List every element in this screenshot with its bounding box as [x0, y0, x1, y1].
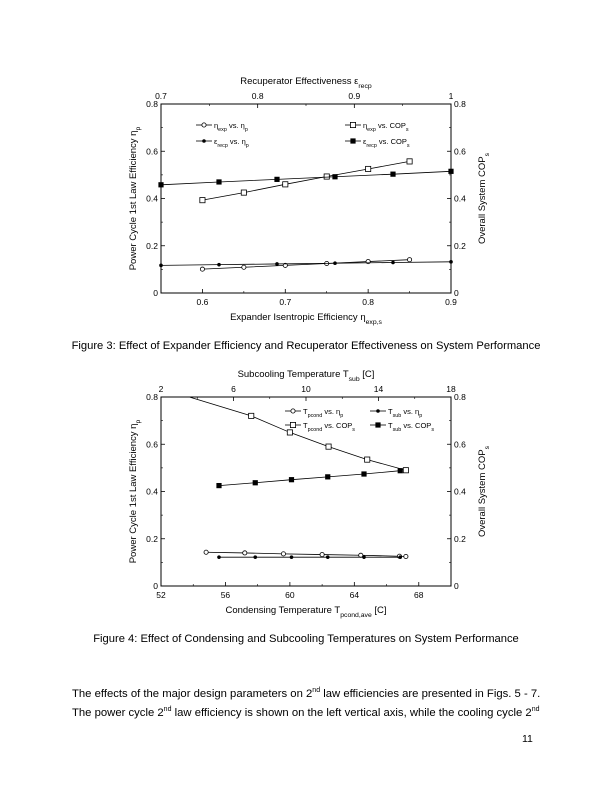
- y2-tick-label: 0.8: [454, 392, 466, 402]
- y-tick-label: 0.8: [146, 99, 158, 109]
- legend-label-part: ε: [363, 137, 367, 146]
- data-point: [158, 182, 163, 187]
- x-axis-label-part: Condensing Temperature T: [225, 605, 341, 616]
- legend-label-subscript: p: [340, 413, 344, 419]
- data-point: [217, 555, 221, 559]
- series-line: [161, 262, 451, 266]
- legend-label-part: ε: [214, 137, 218, 146]
- series-2: [202, 161, 409, 200]
- x2-tick-label: 0.8: [251, 91, 264, 101]
- data-point: [320, 552, 324, 556]
- y-axis-label-part: Power Cycle 1st Law Efficiency η: [128, 130, 139, 271]
- x-tick-label: 0.7: [279, 297, 292, 307]
- legend-label-subscript: pcond: [307, 427, 323, 433]
- legend-label-subscript: s: [431, 427, 435, 433]
- legend-label: [303, 421, 355, 433]
- legend-marker: [291, 409, 295, 413]
- legend-marker: [350, 138, 355, 143]
- x-axis-label: [225, 605, 386, 619]
- y2-axis-label-part: Overall System COP: [477, 449, 488, 538]
- legend-label: [388, 421, 434, 433]
- legend-label-part: vs. COP: [375, 121, 406, 130]
- y2-axis-label-part: Overall System COP: [477, 156, 488, 245]
- y-tick-label: 0: [153, 581, 158, 591]
- data-point: [200, 267, 204, 271]
- data-point: [407, 159, 412, 164]
- x-tick-label: 68: [414, 590, 424, 600]
- y-tick-label: 0.2: [146, 240, 158, 251]
- data-point: [366, 166, 371, 171]
- legend-label-subscript: sub: [392, 413, 402, 419]
- legend-label-part: vs. η: [227, 137, 246, 146]
- legend-label: [363, 137, 410, 149]
- legend-label-subscript: s: [352, 427, 355, 433]
- series-0: [206, 552, 406, 556]
- data-point: [241, 190, 246, 195]
- legend-label-part: vs. COP: [401, 421, 432, 430]
- x-axis-label-part: [C]: [371, 605, 387, 616]
- series-3: [219, 471, 400, 486]
- x2-axis-label-subscript: recp: [358, 82, 372, 90]
- legend-label-subscript: p: [244, 127, 248, 133]
- y2-axis-label: [477, 445, 491, 537]
- data-point: [365, 457, 370, 462]
- data-point: [390, 172, 395, 177]
- legend-label: [214, 137, 249, 149]
- x-tick-label: 0.6: [196, 297, 209, 307]
- y2-tick-label: 0.4: [454, 193, 466, 204]
- series-line: [206, 552, 406, 556]
- x2-tick-label: 0.9: [348, 91, 361, 101]
- y2-tick-label: 0.8: [454, 99, 466, 109]
- y-tick-label: 0.2: [146, 533, 158, 544]
- data-point: [200, 198, 205, 203]
- legend-label: [388, 407, 422, 419]
- data-point: [287, 430, 292, 435]
- x-axis-label-part: Expander Isentropic Efficiency η: [230, 312, 366, 323]
- legend-label-part: vs. COP: [376, 137, 407, 146]
- data-point: [391, 261, 395, 265]
- data-point: [448, 169, 453, 174]
- legend-marker: [350, 122, 355, 127]
- data-point: [281, 552, 285, 556]
- legend-label-part: vs. η: [322, 407, 341, 416]
- legend-label: [214, 121, 248, 133]
- x2-tick-label: 2: [158, 384, 164, 394]
- legend-label-part: T: [303, 421, 308, 430]
- data-point: [274, 177, 279, 182]
- series-line: [161, 171, 451, 184]
- data-point: [204, 550, 208, 554]
- legend-marker: [375, 422, 380, 427]
- legend-label-part: η: [214, 121, 219, 130]
- legend-label: [303, 407, 343, 419]
- data-point: [326, 444, 331, 449]
- y-axis-label: [128, 420, 142, 564]
- y-tick-label: 0.8: [146, 392, 158, 402]
- y2-tick-label: 0.2: [454, 533, 466, 544]
- series-1: [161, 262, 451, 266]
- data-point: [359, 553, 363, 557]
- data-point: [217, 263, 221, 267]
- legend-label-subscript: pcond: [307, 413, 323, 419]
- legend-marker: [376, 409, 380, 413]
- y-axis-label-part: Power Cycle 1st Law Efficiency η: [128, 423, 139, 564]
- y2-tick-label: 0.4: [454, 486, 466, 497]
- y2-axis-label-subscript: s: [483, 445, 491, 450]
- x-axis-label: [230, 312, 382, 326]
- y-tick-label: 0.4: [146, 486, 158, 497]
- x-tick-label: 56: [220, 590, 231, 600]
- data-point: [253, 480, 258, 485]
- data-point: [361, 471, 366, 476]
- data-point: [243, 551, 247, 555]
- x2-axis-label-subscript: sub: [348, 375, 360, 383]
- x-tick-label: 0.8: [362, 297, 375, 307]
- series-3: [161, 171, 451, 184]
- legend-label-part: vs. η: [401, 407, 420, 416]
- data-point: [333, 261, 337, 265]
- data-point: [404, 554, 408, 558]
- figure-4-caption: Figure 4: Effect of Condensing and Subcooling Temperatures on System Performance: [93, 633, 519, 645]
- x-axis-label-subscript: pcond,ave: [340, 611, 372, 619]
- x-axis-label-subscript: exp,s: [365, 318, 382, 326]
- y2-tick-label: 0: [454, 581, 459, 591]
- y2-tick-label: 0.2: [454, 240, 466, 251]
- legend-marker: [290, 422, 295, 427]
- legend-label-subscript: exp: [218, 127, 227, 133]
- data-point: [275, 262, 279, 266]
- legend-label-part: T: [388, 421, 393, 430]
- legend-label-subscript: s: [405, 127, 409, 133]
- legend-label-part: vs. η: [226, 121, 245, 130]
- x2-tick-label: 1: [448, 91, 454, 101]
- legend-label-subscript: recp: [366, 143, 377, 149]
- legend-label-part: η: [363, 121, 368, 130]
- legend-label-subscript: s: [406, 143, 410, 149]
- data-point: [216, 179, 221, 184]
- y2-tick-label: 0.6: [454, 146, 466, 157]
- data-point: [249, 413, 254, 418]
- figure-3-chart: [0, 62, 612, 330]
- y-tick-label: 0.6: [146, 146, 158, 157]
- y-axis-label-subscript: p: [134, 419, 142, 424]
- data-point: [407, 258, 411, 262]
- legend-marker: [202, 123, 206, 127]
- y2-axis-label-subscript: s: [483, 152, 491, 157]
- x2-axis-label-part: Subcooling Temperature T: [237, 369, 349, 380]
- data-point: [403, 468, 408, 473]
- legend-label-subscript: p: [245, 143, 249, 149]
- x2-tick-label: 10: [301, 384, 311, 394]
- data-point: [216, 483, 221, 488]
- legend-label-subscript: sub: [392, 427, 402, 433]
- x2-axis-label-part: [C]: [359, 369, 375, 380]
- y-axis-label-subscript: p: [134, 126, 142, 131]
- y-tick-label: 0: [153, 288, 158, 298]
- data-point: [398, 468, 403, 473]
- legend-label-subscript: recp: [217, 143, 228, 149]
- series-line: [202, 161, 409, 200]
- figure-3-caption: Figure 3: Effect of Expander Efficiency and Recuperator Effectiveness on System Performance: [71, 340, 541, 352]
- data-point: [290, 555, 294, 559]
- x-tick-label: 64: [349, 590, 360, 600]
- x-tick-label: 60: [285, 590, 295, 600]
- x2-axis-label-part: Recuperator Effectiveness ε: [240, 76, 359, 87]
- x2-tick-label: 0.7: [155, 91, 167, 101]
- data-point: [253, 555, 257, 559]
- data-point: [332, 174, 337, 179]
- x2-tick-label: 18: [446, 384, 456, 394]
- body-paragraph: [72, 683, 542, 721]
- legend-label: [363, 121, 409, 133]
- y-tick-label: 0.6: [146, 439, 158, 450]
- y-tick-label: 0.4: [146, 193, 158, 204]
- x-tick-label: 0.9: [445, 297, 457, 307]
- figure-4-chart: [0, 360, 612, 622]
- data-point: [242, 265, 246, 269]
- y2-tick-label: 0: [454, 288, 459, 298]
- data-point: [289, 477, 294, 482]
- series-line: [219, 471, 400, 486]
- x-tick-label: 52: [156, 590, 166, 600]
- legend-label-subscript: exp: [367, 127, 376, 133]
- data-point: [324, 174, 329, 179]
- legend-label-subscript: p: [419, 413, 423, 419]
- y2-axis-label: [477, 152, 491, 244]
- paragraph-line-1: The effects of the major design parameters on 2nd law efficiencies are presented in Figs. 5 - 7.: [72, 687, 541, 700]
- x2-tick-label: 14: [373, 384, 384, 394]
- data-point: [398, 555, 402, 559]
- data-point: [326, 555, 330, 559]
- x2-axis-label: [238, 369, 375, 383]
- data-point: [283, 182, 288, 187]
- data-point: [362, 555, 366, 559]
- data-point: [325, 474, 330, 479]
- x2-axis-label: [240, 76, 372, 90]
- legend-label-part: vs. COP: [322, 421, 353, 430]
- y2-tick-label: 0.6: [454, 439, 466, 450]
- paragraph-line-2: The power cycle 2nd law efficiency is shown on the left vertical axis, while the cooling cycle 2nd: [72, 705, 540, 719]
- y-axis-label: [128, 127, 142, 271]
- legend-label-part: T: [303, 407, 308, 416]
- data-point: [159, 264, 163, 268]
- x2-tick-label: 6: [231, 384, 236, 394]
- page-number: 11: [522, 733, 533, 745]
- legend-marker: [202, 139, 206, 143]
- data-point: [449, 260, 453, 264]
- legend-label-part: T: [388, 407, 393, 416]
